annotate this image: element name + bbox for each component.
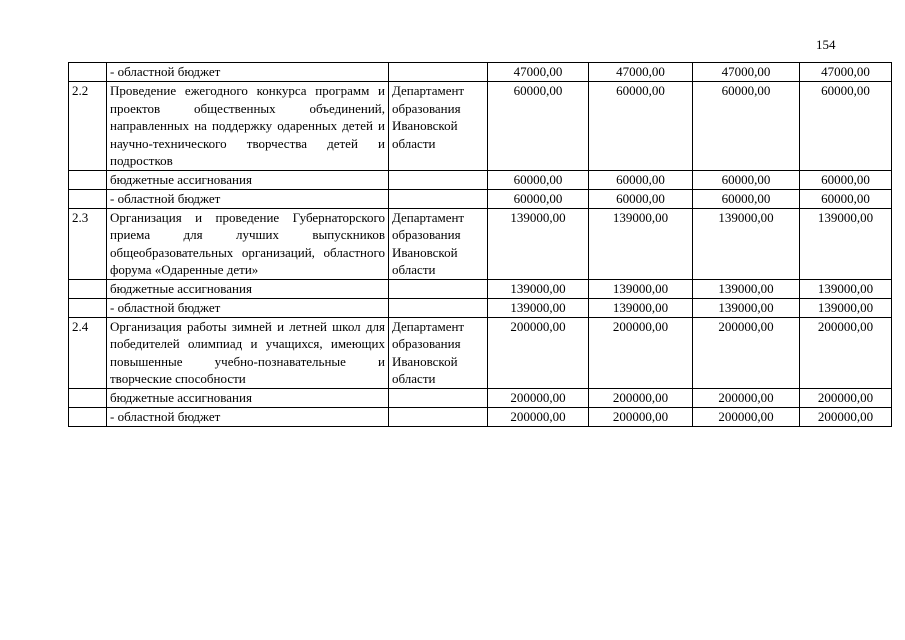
- row-description: - областной бюджет: [107, 407, 389, 426]
- row-index: [69, 63, 107, 82]
- row-executor: Департамент образования Ивановской области: [389, 82, 488, 171]
- row-description: - областной бюджет: [107, 63, 389, 82]
- row-value: 139000,00: [488, 279, 589, 298]
- row-value: 139000,00: [693, 279, 800, 298]
- row-value: 139000,00: [800, 298, 892, 317]
- row-executor: Департамент образования Ивановской области: [389, 317, 488, 388]
- budget-table: [68, 62, 892, 427]
- row-index: [69, 279, 107, 298]
- table-row: [69, 388, 892, 407]
- row-executor: [389, 170, 488, 189]
- row-description: Проведение ежегодного конкурса программ и проектов общественных объединений, направленных на поддержку одаренных детей и научно-технического творчества детей и подростков: [107, 82, 389, 171]
- row-value: 139000,00: [589, 279, 693, 298]
- row-value: 60000,00: [693, 82, 800, 171]
- table-row: [69, 407, 892, 426]
- row-value: 200000,00: [488, 407, 589, 426]
- table-row: [69, 189, 892, 208]
- row-executor: [389, 407, 488, 426]
- row-executor: [389, 189, 488, 208]
- row-value: 200000,00: [693, 317, 800, 388]
- row-value: 60000,00: [800, 170, 892, 189]
- row-index: [69, 407, 107, 426]
- row-value: 60000,00: [589, 170, 693, 189]
- row-value: 60000,00: [488, 82, 589, 171]
- table-row: [69, 317, 892, 388]
- row-value: 200000,00: [589, 317, 693, 388]
- row-value: 47000,00: [488, 63, 589, 82]
- row-description: Организация работы зимней и летней школ для победителей олимпиад и учащихся, имеющих повышенные учебно-познавательные и творческие способности: [107, 317, 389, 388]
- row-executor: [389, 298, 488, 317]
- row-value: 60000,00: [589, 82, 693, 171]
- table-row: [69, 63, 892, 82]
- row-value: 139000,00: [693, 298, 800, 317]
- page-number: 154: [816, 37, 836, 52]
- row-value: 47000,00: [800, 63, 892, 82]
- row-index: 2.4: [69, 317, 107, 388]
- row-value: 200000,00: [693, 407, 800, 426]
- row-description: - областной бюджет: [107, 189, 389, 208]
- row-index: 2.2: [69, 82, 107, 171]
- row-value: 200000,00: [800, 388, 892, 407]
- row-value: 200000,00: [800, 317, 892, 388]
- row-value: 60000,00: [589, 189, 693, 208]
- row-value: 200000,00: [589, 407, 693, 426]
- row-value: 139000,00: [488, 298, 589, 317]
- row-value: 139000,00: [800, 208, 892, 279]
- row-value: 60000,00: [693, 189, 800, 208]
- row-value: 60000,00: [488, 170, 589, 189]
- row-value: 200000,00: [589, 388, 693, 407]
- table-row: [69, 82, 892, 171]
- row-description: бюджетные ассигнования: [107, 279, 389, 298]
- row-value: 139000,00: [693, 208, 800, 279]
- row-index: 2.3: [69, 208, 107, 279]
- row-description: Организация и проведение Губернаторского приема для лучших выпускников общеобразовательных организаций, областного форума «Одаренные дети»: [107, 208, 389, 279]
- row-description: бюджетные ассигнования: [107, 170, 389, 189]
- row-value: 47000,00: [693, 63, 800, 82]
- table-row: [69, 170, 892, 189]
- row-executor: Департамент образования Ивановской области: [389, 208, 488, 279]
- row-executor: [389, 279, 488, 298]
- row-value: 200000,00: [488, 388, 589, 407]
- row-index: [69, 388, 107, 407]
- table-row: [69, 279, 892, 298]
- row-description: - областной бюджет: [107, 298, 389, 317]
- row-value: 60000,00: [800, 189, 892, 208]
- row-value: 60000,00: [693, 170, 800, 189]
- row-value: 200000,00: [488, 317, 589, 388]
- row-value: 60000,00: [800, 82, 892, 171]
- row-value: 200000,00: [693, 388, 800, 407]
- row-value: 139000,00: [488, 208, 589, 279]
- row-description: бюджетные ассигнования: [107, 388, 389, 407]
- row-value: 47000,00: [589, 63, 693, 82]
- row-value: 139000,00: [589, 298, 693, 317]
- row-value: 60000,00: [488, 189, 589, 208]
- row-index: [69, 189, 107, 208]
- row-value: 200000,00: [800, 407, 892, 426]
- row-index: [69, 298, 107, 317]
- row-index: [69, 170, 107, 189]
- row-executor: [389, 63, 488, 82]
- row-value: 139000,00: [589, 208, 693, 279]
- row-executor: [389, 388, 488, 407]
- table-row: [69, 298, 892, 317]
- row-value: 139000,00: [800, 279, 892, 298]
- table-row: [69, 208, 892, 279]
